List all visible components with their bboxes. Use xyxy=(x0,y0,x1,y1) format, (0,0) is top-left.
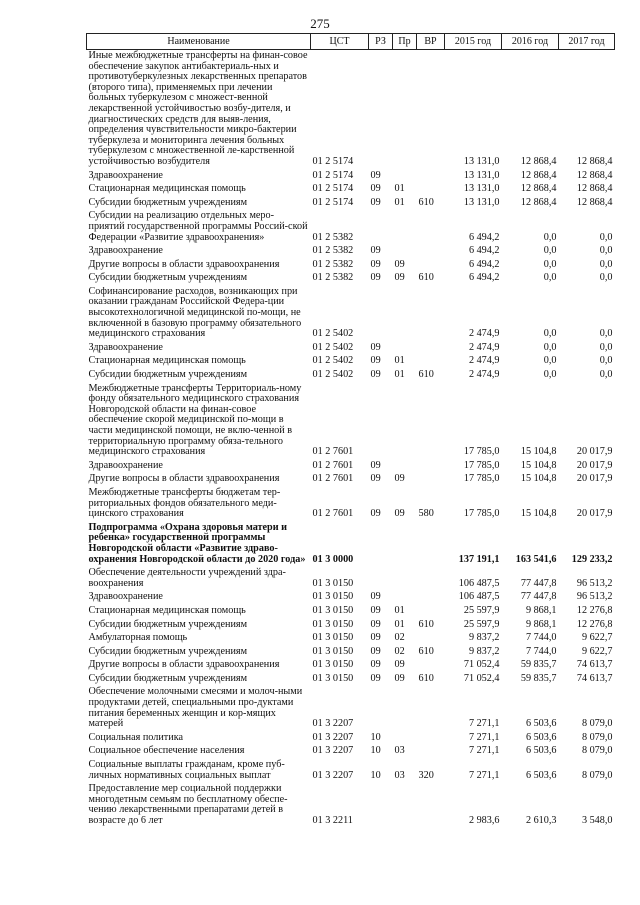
cell-cst: 01 2 5402 xyxy=(312,369,354,381)
cell-2017: 12 868,4 xyxy=(576,196,613,208)
cell-vr: 610 xyxy=(418,618,434,630)
cell-cst: 01 3 0150 xyxy=(312,645,354,657)
cell-vr xyxy=(417,460,445,474)
cell-2015: 6 494,2 xyxy=(468,258,500,270)
cell-cst: 01 2 5402 xyxy=(312,328,354,340)
cell-cst: 01 3 0000 xyxy=(312,553,354,565)
table-row xyxy=(87,342,615,356)
cell-2017: 74 613,7 xyxy=(576,659,613,671)
cell-2015: 2 983,6 xyxy=(468,815,500,826)
cell-vr xyxy=(417,745,445,759)
cell-name: Субсидии бюджетным учреждениям xyxy=(88,369,248,381)
cell-vr xyxy=(417,659,445,673)
cell-rz xyxy=(369,210,393,245)
cell-2017: 129 233,2 xyxy=(571,553,613,565)
cell-name: Межбюджетные трансферты Территориаль-ному фонду обязательного медицинского страхования Новгородской области на финан-совое обеспечение скорой медицинской по-мощи в части медицинской помощи, не вклю-ченной в территориальную программу обяза-тельного медицинского страхования xyxy=(88,382,302,458)
cell-2016: 77 447,8 xyxy=(520,591,557,603)
cell-cst: 01 2 5382 xyxy=(312,231,354,243)
cell-2016: 7 744,0 xyxy=(525,632,557,644)
cell-2015: 6 494,2 xyxy=(468,245,500,257)
cell-2015: 2 474,9 xyxy=(468,341,500,353)
cell-rz: 09 xyxy=(370,341,381,353)
cell-pr: 01 xyxy=(394,183,405,195)
cell-rz xyxy=(369,286,393,342)
cell-2015: 17 785,0 xyxy=(463,473,500,485)
cell-vr xyxy=(417,245,445,259)
cell-pr: 01 xyxy=(394,618,405,630)
cell-2015: 106 487,5 xyxy=(458,591,500,603)
cell-2016: 12 868,4 xyxy=(520,183,557,195)
cell-pr xyxy=(393,210,417,245)
cell-2015: 7 271,1 xyxy=(468,745,500,757)
cell-name: Стационарная медицинская помощь xyxy=(88,355,246,367)
cell-pr xyxy=(393,732,417,746)
cell-pr: 01 xyxy=(394,355,405,367)
cell-rz xyxy=(369,50,393,170)
cell-name: Здравоохранение xyxy=(88,459,163,471)
cell-name: Другие вопросы в области здравоохранения xyxy=(88,258,280,270)
cell-vr xyxy=(417,183,445,197)
cell-name: Здравоохранение xyxy=(88,169,163,181)
cell-rz: 09 xyxy=(370,183,381,195)
cell-vr xyxy=(417,286,445,342)
cell-pr: 01 xyxy=(394,196,405,208)
cell-2016: 0,0 xyxy=(543,258,557,270)
cell-2016: 9 868,1 xyxy=(525,618,557,630)
cell-name: Субсидии бюджетным учреждениям xyxy=(88,618,248,630)
cell-2016: 2 610,3 xyxy=(525,815,557,826)
cell-name: Субсидии бюджетным учреждениям xyxy=(88,272,248,284)
cell-2015: 9 837,2 xyxy=(468,645,500,657)
cell-name: Социальные выплаты гражданам, кроме пуб-личных нормативных социальных выплат xyxy=(88,759,285,781)
table-row xyxy=(87,646,615,660)
cell-pr: 01 xyxy=(394,604,405,616)
cell-pr xyxy=(393,245,417,259)
table-row xyxy=(87,659,615,673)
table-row xyxy=(87,460,615,474)
cell-2016: 12 868,4 xyxy=(520,196,557,208)
cell-rz xyxy=(369,686,393,731)
cell-2017: 12 276,8 xyxy=(576,604,613,616)
cell-cst: 01 3 0150 xyxy=(312,577,354,589)
cell-2015: 17 785,0 xyxy=(463,459,500,471)
cell-2017: 0,0 xyxy=(599,355,613,367)
cell-2015: 13 131,0 xyxy=(463,196,500,208)
cell-pr: 09 xyxy=(394,659,405,671)
cell-2017: 20 017,9 xyxy=(576,446,613,458)
table-row xyxy=(87,369,615,383)
cell-2015: 2 474,9 xyxy=(468,328,500,340)
header-rz: РЗ xyxy=(369,34,393,50)
cell-2016: 0,0 xyxy=(543,355,557,367)
cell-2015: 2 474,9 xyxy=(468,355,500,367)
cell-cst: 01 2 5382 xyxy=(312,258,354,270)
cell-cst: 01 3 2207 xyxy=(312,745,354,757)
table-row xyxy=(87,355,615,369)
cell-2016: 15 104,8 xyxy=(520,508,557,520)
cell-2015: 25 597,9 xyxy=(463,604,500,616)
cell-name: Подпрограмма «Охрана здоровья матери и ребенка» государственной программы Новгородской области «Развитие здраво-охранения Новгородской области до 2020 года» xyxy=(88,521,306,565)
page-number: 275 xyxy=(310,16,330,31)
cell-2017: 8 079,0 xyxy=(581,745,613,757)
cell-2016: 15 104,8 xyxy=(520,459,557,471)
cell-2017: 9 622,7 xyxy=(581,632,613,644)
cell-pr: 03 xyxy=(394,769,405,781)
cell-rz: 09 xyxy=(370,618,381,630)
cell-2015: 13 131,0 xyxy=(463,169,500,181)
cell-2016: 0,0 xyxy=(543,328,557,340)
cell-2017: 3 548,0 xyxy=(581,815,613,826)
table-row xyxy=(87,732,615,746)
cell-2015: 17 785,0 xyxy=(463,508,500,520)
cell-name: Социальное обеспечение населения xyxy=(88,745,245,757)
table-header xyxy=(87,34,615,50)
cell-name: Обеспечение деятельности учреждений здра-воохранения xyxy=(88,567,286,589)
table-row xyxy=(87,473,615,487)
cell-2017: 20 017,9 xyxy=(576,473,613,485)
cell-2017: 0,0 xyxy=(599,258,613,270)
cell-cst: 01 3 0150 xyxy=(312,618,354,630)
table-row xyxy=(87,686,615,731)
header-cst: ЦСТ xyxy=(311,34,369,50)
cell-2016: 12 868,4 xyxy=(520,155,557,167)
cell-vr xyxy=(417,591,445,605)
cell-pr xyxy=(393,383,417,460)
cell-name: Здравоохранение xyxy=(88,245,163,257)
cell-vr xyxy=(417,605,445,619)
cell-pr: 09 xyxy=(394,473,405,485)
cell-2016: 6 503,6 xyxy=(525,769,557,781)
cell-cst: 01 3 2207 xyxy=(312,769,354,781)
cell-vr xyxy=(417,473,445,487)
cell-vr xyxy=(417,732,445,746)
cell-rz: 09 xyxy=(370,272,381,284)
cell-name: Субсидии на реализацию отдельных меро-приятий государственной программы Россий-ской Федерации «Развитие здравоохранения» xyxy=(88,210,308,243)
cell-cst: 01 3 2207 xyxy=(312,718,354,730)
cell-rz: 09 xyxy=(370,645,381,657)
cell-rz: 09 xyxy=(370,659,381,671)
table-row xyxy=(87,50,615,170)
cell-cst: 01 2 5174 xyxy=(312,169,354,181)
cell-2015: 7 271,1 xyxy=(468,731,500,743)
cell-2015: 9 837,2 xyxy=(468,632,500,644)
budget-table xyxy=(86,33,615,829)
cell-cst: 01 3 0150 xyxy=(312,591,354,603)
cell-2016: 0,0 xyxy=(543,231,557,243)
cell-vr xyxy=(417,342,445,356)
cell-2017: 12 868,4 xyxy=(576,169,613,181)
cell-2017: 8 079,0 xyxy=(581,718,613,730)
cell-2016: 6 503,6 xyxy=(525,718,557,730)
table-row xyxy=(87,383,615,460)
cell-name: Стационарная медицинская помощь xyxy=(88,183,246,195)
cell-pr: 02 xyxy=(394,632,405,644)
table-row xyxy=(87,183,615,197)
cell-cst: 01 3 0150 xyxy=(312,632,354,644)
table-body xyxy=(87,50,615,829)
cell-rz: 09 xyxy=(370,672,381,684)
cell-vr: 610 xyxy=(418,272,434,284)
cell-rz: 09 xyxy=(370,473,381,485)
cell-pr xyxy=(393,591,417,605)
cell-vr: 610 xyxy=(418,645,434,657)
cell-cst: 01 3 2211 xyxy=(312,815,353,826)
cell-rz: 09 xyxy=(370,245,381,257)
cell-2016: 15 104,8 xyxy=(520,473,557,485)
cell-vr: 610 xyxy=(418,369,434,381)
cell-2017: 0,0 xyxy=(599,272,613,284)
cell-2016: 0,0 xyxy=(543,245,557,257)
cell-name: Субсидии бюджетным учреждениям xyxy=(88,645,248,657)
cell-2016: 59 835,7 xyxy=(520,659,557,671)
table-row xyxy=(87,673,615,687)
cell-pr: 03 xyxy=(394,745,405,757)
cell-pr xyxy=(393,783,417,828)
cell-2017: 12 276,8 xyxy=(576,618,613,630)
cell-pr xyxy=(393,342,417,356)
table-row xyxy=(87,619,615,633)
cell-cst: 01 2 7601 xyxy=(312,508,354,520)
cell-name: Здравоохранение xyxy=(88,591,163,603)
cell-2017: 8 079,0 xyxy=(581,769,613,781)
cell-rz: 09 xyxy=(370,355,381,367)
cell-2015: 13 131,0 xyxy=(463,183,500,195)
cell-rz: 09 xyxy=(370,369,381,381)
header-pr: Пр xyxy=(393,34,417,50)
cell-2015: 17 785,0 xyxy=(463,446,500,458)
cell-2015: 6 494,2 xyxy=(468,272,500,284)
cell-2016: 7 744,0 xyxy=(525,645,557,657)
cell-rz: 09 xyxy=(370,604,381,616)
header-name: Наименование xyxy=(87,34,311,50)
cell-vr xyxy=(417,522,445,567)
cell-2015: 71 052,4 xyxy=(463,659,500,671)
cell-pr: 09 xyxy=(394,258,405,270)
cell-2017: 0,0 xyxy=(599,369,613,381)
cell-2016: 6 503,6 xyxy=(525,745,557,757)
table-row xyxy=(87,567,615,591)
cell-2015: 7 271,1 xyxy=(468,769,500,781)
cell-vr xyxy=(417,50,445,170)
cell-rz: 10 xyxy=(370,745,381,757)
cell-vr xyxy=(417,383,445,460)
cell-pr xyxy=(393,522,417,567)
cell-rz xyxy=(369,567,393,591)
cell-vr xyxy=(417,170,445,184)
cell-rz: 10 xyxy=(370,731,381,743)
cell-name: Здравоохранение xyxy=(88,341,163,353)
cell-2015: 71 052,4 xyxy=(463,672,500,684)
cell-2015: 2 474,9 xyxy=(468,369,500,381)
cell-name: Субсидии бюджетным учреждениям xyxy=(88,196,248,208)
cell-rz: 09 xyxy=(370,591,381,603)
cell-2017: 12 868,4 xyxy=(576,155,613,167)
cell-pr xyxy=(393,460,417,474)
cell-cst: 01 2 5402 xyxy=(312,341,354,353)
cell-vr xyxy=(417,632,445,646)
cell-2017: 9 622,7 xyxy=(581,645,613,657)
cell-pr: 09 xyxy=(394,672,405,684)
table-row xyxy=(87,783,615,828)
cell-name: Другие вопросы в области здравоохранения xyxy=(88,659,280,671)
cell-rz: 09 xyxy=(370,508,381,520)
cell-cst: 01 2 5402 xyxy=(312,355,354,367)
cell-cst: 01 2 7601 xyxy=(312,459,354,471)
cell-rz: 10 xyxy=(370,769,381,781)
cell-rz xyxy=(369,522,393,567)
table-row xyxy=(87,759,615,783)
cell-name: Другие вопросы в области здравоохранения xyxy=(88,473,280,485)
cell-rz xyxy=(369,783,393,828)
cell-2015: 6 494,2 xyxy=(468,231,500,243)
cell-2017: 0,0 xyxy=(599,231,613,243)
cell-vr: 610 xyxy=(418,672,434,684)
cell-vr: 580 xyxy=(418,508,434,520)
cell-2017: 96 513,2 xyxy=(576,577,613,589)
table-row xyxy=(87,259,615,273)
cell-2017: 8 079,0 xyxy=(581,731,613,743)
cell-pr xyxy=(393,686,417,731)
table-row xyxy=(87,487,615,522)
cell-cst: 01 2 7601 xyxy=(312,446,354,458)
cell-2016: 12 868,4 xyxy=(520,169,557,181)
cell-cst: 01 3 2207 xyxy=(312,731,354,743)
cell-name: Стационарная медицинская помощь xyxy=(88,604,246,616)
cell-2016: 0,0 xyxy=(543,341,557,353)
cell-cst: 01 3 0150 xyxy=(312,659,354,671)
cell-name: Иные межбюджетные трансферты на финан-совое обеспечение закупок антибактериаль-ных и противотуберкулезных лекарственных препаратов (второго типа), применяемых при лечении больных туберкулезом с множест-венной лекарственной устойчивостью возбу-дителя, и диагностических средств для выяв-ления, определения чувствительности микро-бактерии туберкулеза и мониторинга лечения больных туберкулезом с множественной ле-карственной устойчивостью возбудителя xyxy=(88,50,308,167)
cell-rz: 09 xyxy=(370,169,381,181)
cell-2016: 0,0 xyxy=(543,272,557,284)
cell-name: Софинансирование расходов, возникающих при оказании гражданам Российской Федера-ции высокотехнологичной медицинской по-мощи, не включенной в базовую программу обязательного медицинского страхования xyxy=(88,285,302,340)
cell-pr: 09 xyxy=(394,508,405,520)
header-2017: 2017 год xyxy=(559,34,615,50)
cell-rz: 09 xyxy=(370,196,381,208)
cell-2016: 163 541,6 xyxy=(515,553,557,565)
cell-cst: 01 3 0150 xyxy=(312,672,354,684)
cell-2017: 0,0 xyxy=(599,245,613,257)
cell-name: Предоставление мер социальной поддержки многодетным семьям по бесплатному обеспе-чению лекарственными препаратами детей в возрасте до 6 лет xyxy=(88,783,288,826)
cell-2015: 137 191,1 xyxy=(458,553,500,565)
table-row xyxy=(87,591,615,605)
cell-2015: 13 131,0 xyxy=(463,155,500,167)
cell-cst: 01 3 0150 xyxy=(312,604,354,616)
cell-2015: 106 487,5 xyxy=(458,577,500,589)
cell-2016: 59 835,7 xyxy=(520,672,557,684)
table-row xyxy=(87,605,615,619)
header-2015: 2015 год xyxy=(445,34,502,50)
table-row xyxy=(87,745,615,759)
table-row xyxy=(87,632,615,646)
cell-2017: 20 017,9 xyxy=(576,508,613,520)
cell-2016: 0,0 xyxy=(543,369,557,381)
cell-rz xyxy=(369,383,393,460)
cell-pr xyxy=(393,50,417,170)
cell-pr: 02 xyxy=(394,645,405,657)
table-row xyxy=(87,522,615,567)
cell-pr: 09 xyxy=(394,272,405,284)
cell-vr: 320 xyxy=(418,769,434,781)
table-row xyxy=(87,286,615,342)
cell-cst: 01 2 5174 xyxy=(312,183,354,195)
cell-pr xyxy=(393,170,417,184)
table-row xyxy=(87,197,615,211)
cell-vr xyxy=(417,259,445,273)
header-2016: 2016 год xyxy=(502,34,559,50)
cell-2017: 96 513,2 xyxy=(576,591,613,603)
cell-2016: 77 447,8 xyxy=(520,577,557,589)
cell-2017: 0,0 xyxy=(599,341,613,353)
cell-vr: 610 xyxy=(418,196,434,208)
cell-2016: 15 104,8 xyxy=(520,446,557,458)
cell-name: Межбюджетные трансферты бюджетам тер-риториальных фондов обязательного меди-цинского страхования xyxy=(88,486,281,520)
cell-2017: 0,0 xyxy=(599,328,613,340)
cell-cst: 01 2 5174 xyxy=(312,155,354,167)
cell-2015: 7 271,1 xyxy=(468,718,500,730)
table-row xyxy=(87,170,615,184)
cell-name: Социальная политика xyxy=(88,731,184,743)
cell-vr xyxy=(417,210,445,245)
cell-vr xyxy=(417,567,445,591)
cell-name: Субсидии бюджетным учреждениям xyxy=(88,672,248,684)
cell-vr xyxy=(417,355,445,369)
cell-pr xyxy=(393,286,417,342)
cell-rz: 09 xyxy=(370,632,381,644)
cell-vr xyxy=(417,686,445,731)
cell-2017: 20 017,9 xyxy=(576,459,613,471)
cell-pr xyxy=(393,567,417,591)
table-row xyxy=(87,210,615,245)
cell-2016: 9 868,1 xyxy=(525,604,557,616)
table-row xyxy=(87,245,615,259)
cell-name: Амбулаторная помощь xyxy=(88,632,188,644)
cell-cst: 01 2 7601 xyxy=(312,473,354,485)
cell-cst: 01 2 5174 xyxy=(312,196,354,208)
cell-name: Обеспечение молочными смесями и молоч-ными продуктами детей, специальными про-дуктами питания беременных женщин и кор-мящих матерей xyxy=(88,686,303,730)
cell-rz: 09 xyxy=(370,459,381,471)
header-vr: ВР xyxy=(417,34,445,50)
cell-pr: 01 xyxy=(394,369,405,381)
cell-cst: 01 2 5382 xyxy=(312,245,354,257)
cell-rz: 09 xyxy=(370,258,381,270)
table-row xyxy=(87,272,615,286)
cell-cst: 01 2 5382 xyxy=(312,272,354,284)
cell-2016: 6 503,6 xyxy=(525,731,557,743)
cell-vr xyxy=(417,783,445,828)
cell-2015: 25 597,9 xyxy=(463,618,500,630)
cell-2017: 12 868,4 xyxy=(576,183,613,195)
cell-2017: 74 613,7 xyxy=(576,672,613,684)
